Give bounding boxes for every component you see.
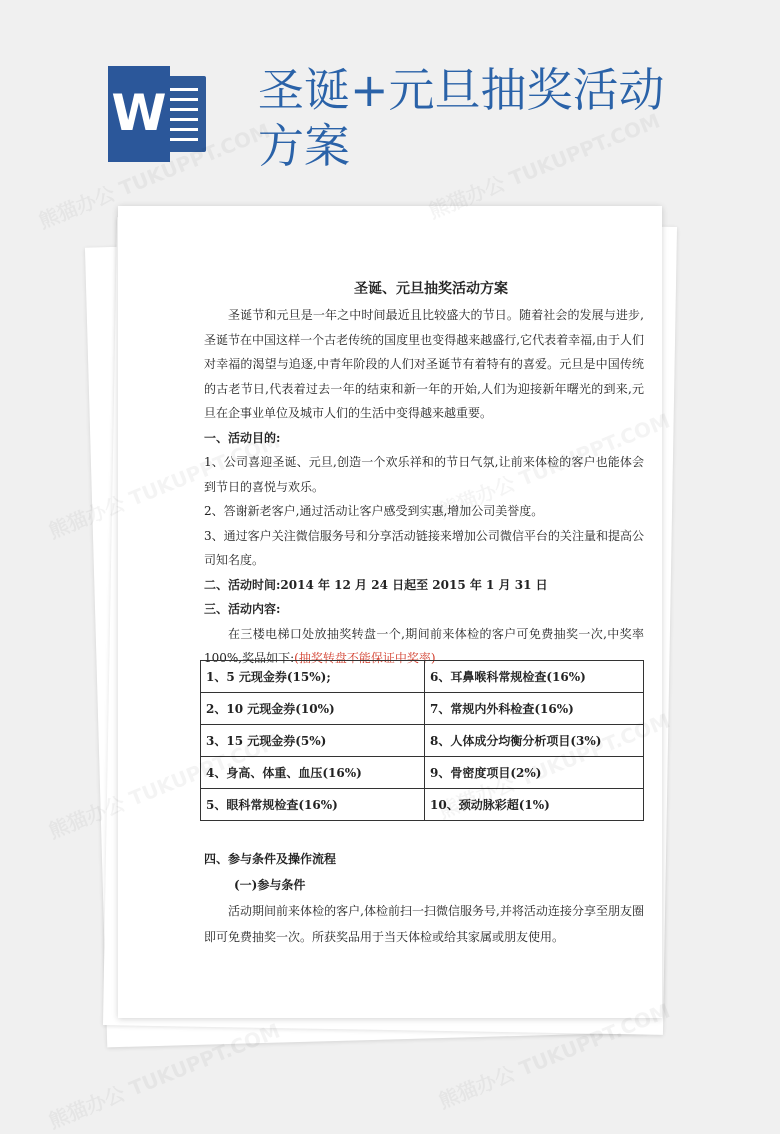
content-text: 在三楼电梯口处放抽奖转盘一个,期间前来体检的客户可免费抽奖一次,中奖率 100%,奖品如下:: [204, 626, 644, 665]
table-row: [201, 789, 644, 821]
section-purpose-title: 一、活动目的:: [204, 430, 281, 445]
purpose-item-3: 3、通过客户关注微信服务号和分享活动链接来增加公司微信平台的关注量和提高公司知名度。: [204, 528, 644, 567]
document-page: [118, 206, 662, 1018]
prize-cell: 10、颈动脉彩超(1%): [425, 789, 644, 821]
section-time-title: 二、活动时间:2014 年 12 月 24 日起至 2015 年 1 月 31 日: [204, 577, 548, 592]
prize-cell: 6、耳鼻喉科常规检查(16%): [425, 661, 644, 693]
document-body: [204, 278, 644, 671]
intro-paragraph: 圣诞节和元旦是一年之中时间最近且比较盛大的节日。随着社会的发展与进步,圣诞节在中国这样一个古老传统的国度里也变得越来越盛行,它代表着幸福,由于人们对幸福的渴望与追逐,中青年阶段的人们对圣诞节有着特有的喜爱。元旦是中国传统的古老节日,代表着过去一年的结束和新一年的开始,人们为迎接新年曙光的到来,元旦在企事业单位及城市人们的生活中变得越来越重要。: [204, 308, 644, 420]
table-row: [201, 725, 644, 757]
word-logo-icon: [108, 66, 212, 162]
table-row: [201, 693, 644, 725]
prize-cell: 2、10 元现金券(10%): [201, 693, 425, 725]
table-row: [201, 661, 644, 693]
page-heading: 圣诞、元旦抽奖活动方案: [354, 281, 508, 297]
purpose-item-2: 2、答谢新老客户,通过活动让客户感受到实惠,增加公司美誉度。: [204, 504, 544, 518]
prize-cell: 3、15 元现金券(5%): [201, 725, 425, 757]
prize-cell: 7、常规内外科检查(16%): [425, 693, 644, 725]
doc-title: 圣诞+元旦抽奖活动方案: [258, 63, 665, 173]
content-note: (抽奖转盘不能保证中奖率): [294, 651, 436, 665]
document-body-continued: [204, 846, 644, 950]
prize-cell: 4、身高、体重、血压(16%): [201, 757, 425, 789]
prize-table: [200, 660, 644, 821]
prize-cell: 8、人体成分均衡分析项目(3%): [425, 725, 644, 757]
table-row: [201, 757, 644, 789]
subsection-title: (一)参与条件: [234, 878, 306, 892]
section-content-title: 三、活动内容:: [204, 602, 281, 616]
prize-cell: 1、5 元现金券(15%);: [201, 661, 425, 693]
word-letter: W: [111, 84, 167, 142]
prize-cell: 9、骨密度项目(2%): [425, 757, 644, 789]
purpose-item-1: 1、公司喜迎圣诞、元旦,创造一个欢乐祥和的节日气氛,让前来体检的客户也能体会到节日的喜悦与欢乐。: [204, 455, 644, 494]
section-process-title: 四、参与条件及操作流程: [204, 852, 337, 866]
participation-paragraph: 活动期间前来体检的客户,体检前扫一扫微信服务号,并将活动连接分享至朋友圈即可免费抽奖一次。所获奖品用于当天体检或给其家属或朋友使用。: [204, 904, 644, 944]
word-badge: [108, 66, 170, 162]
prize-cell: 5、眼科常规检查(16%): [201, 789, 425, 821]
